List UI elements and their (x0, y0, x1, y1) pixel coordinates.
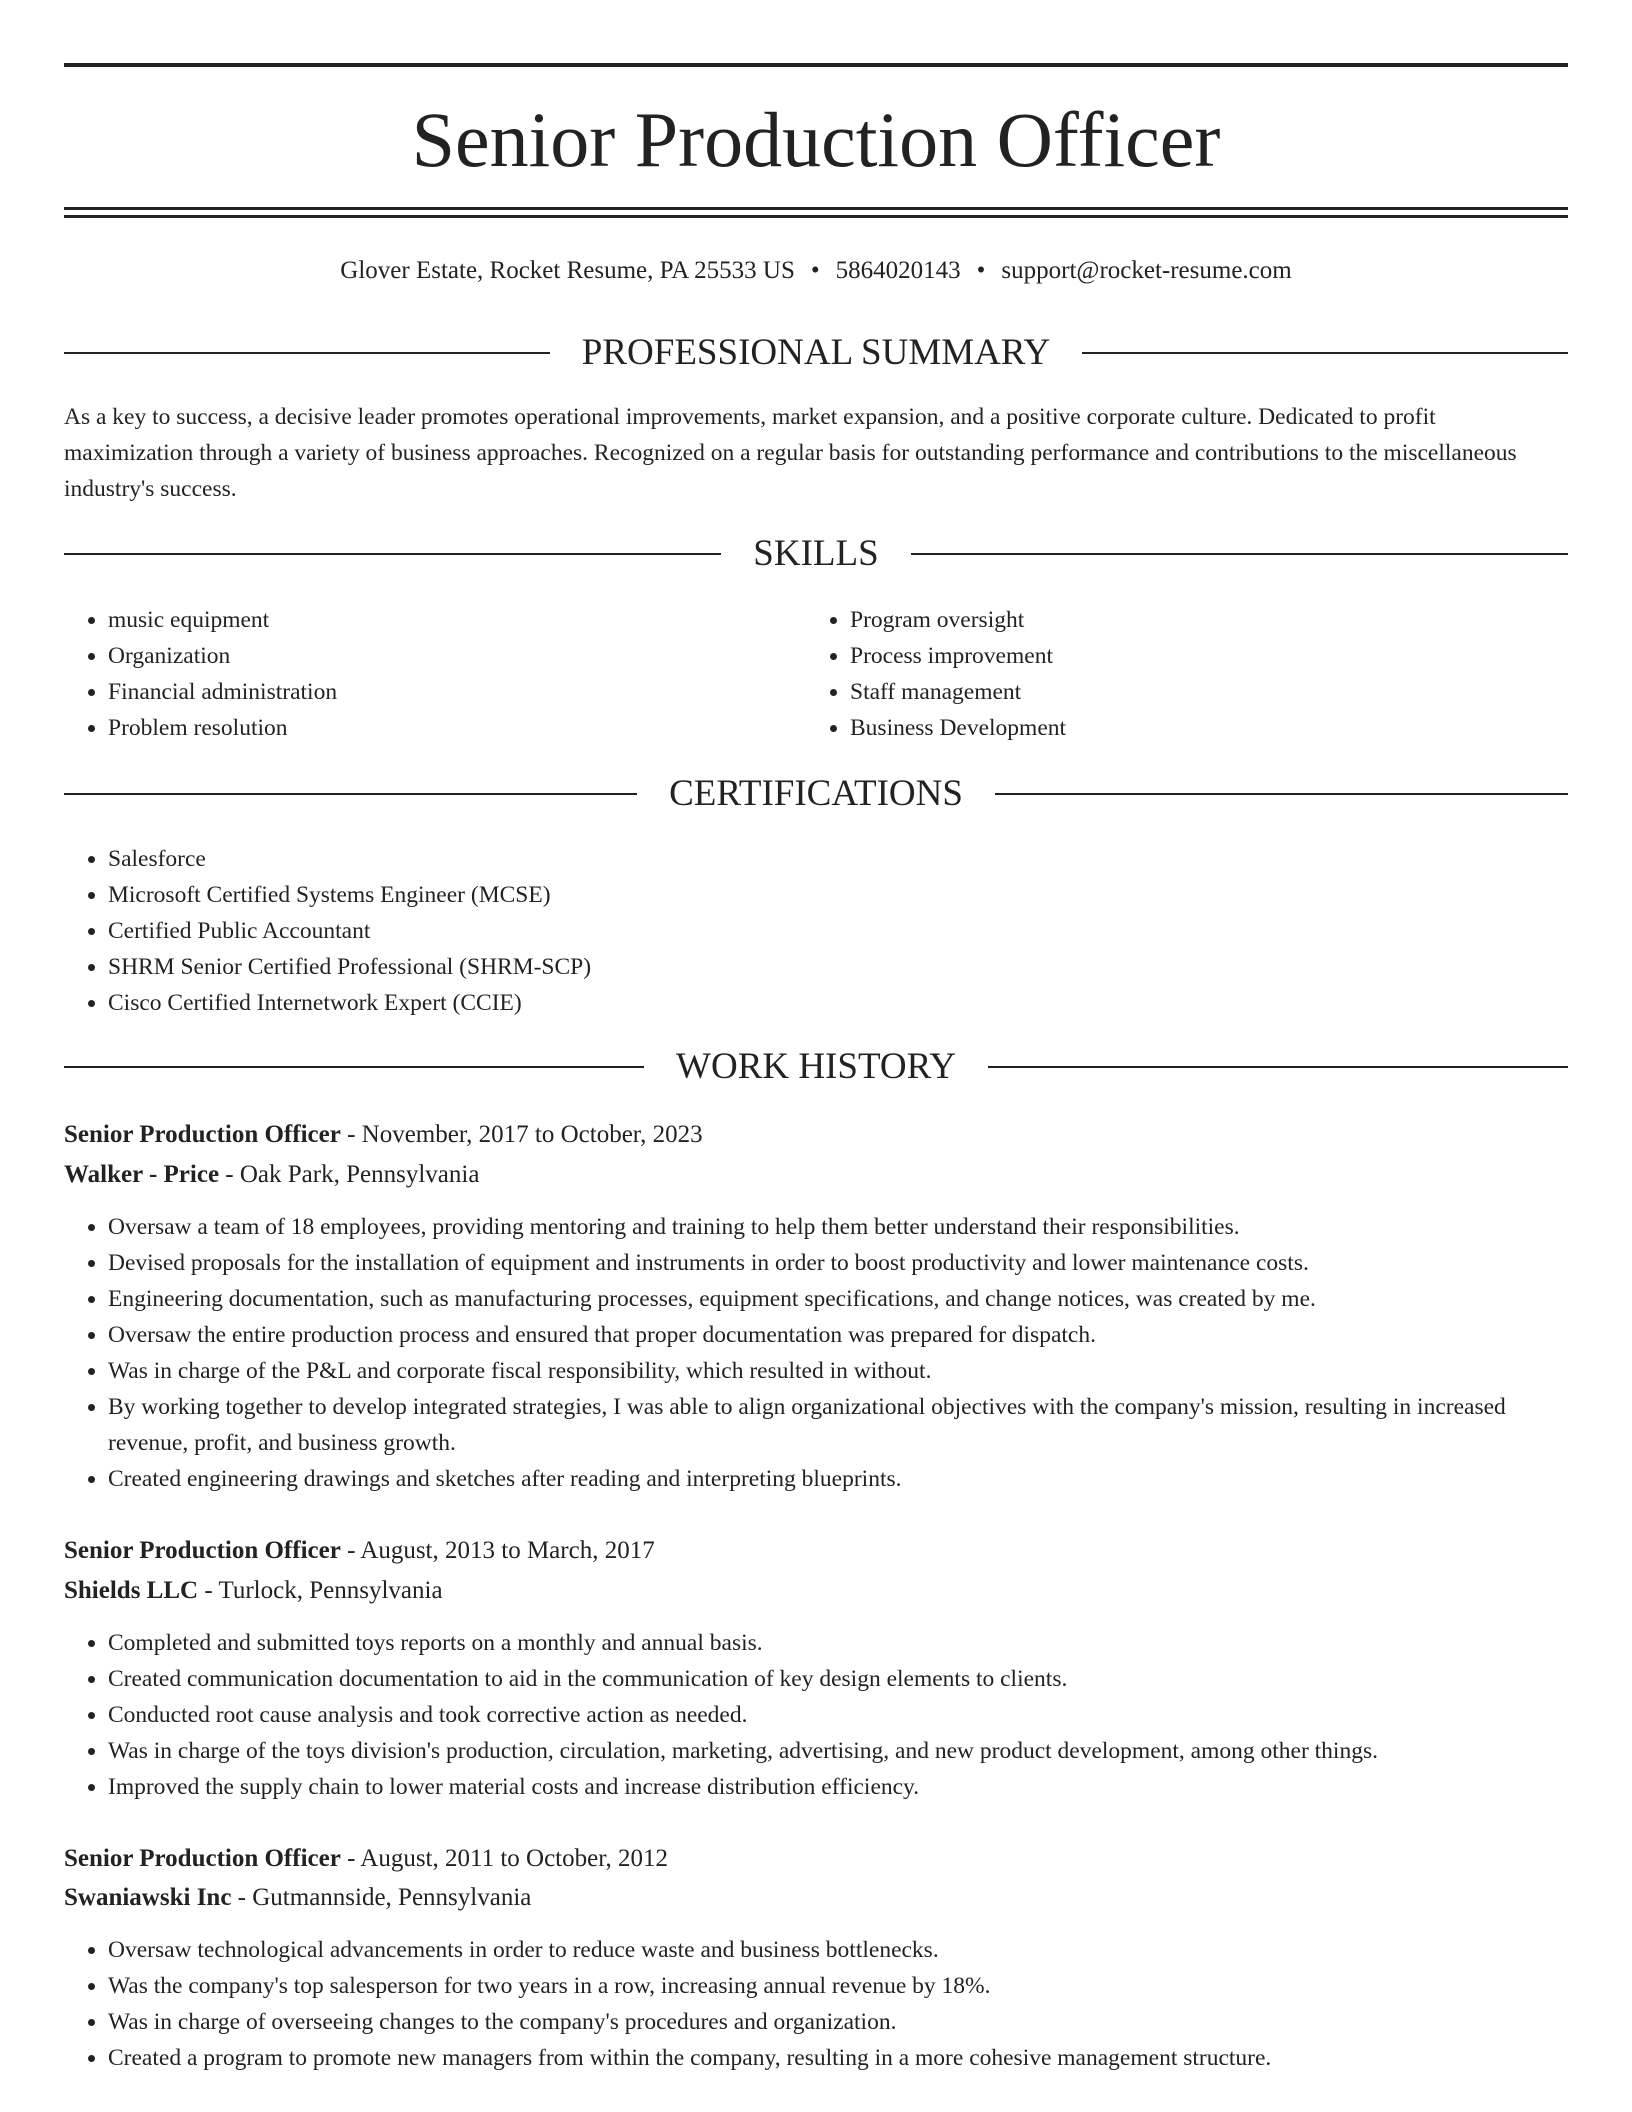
job-location: - Turlock, Pennsylvania (198, 1577, 443, 1604)
job-title: Senior Production Officer (64, 1121, 341, 1148)
section-divider (64, 352, 550, 354)
job-company: Shields LLC (64, 1577, 199, 1604)
section-title-skills: SKILLS (753, 533, 879, 574)
section-divider (64, 553, 721, 555)
job-bullets (64, 1625, 1568, 1805)
job-company-line (64, 1156, 1568, 1194)
job-company: Swaniawski Inc (64, 1884, 232, 1911)
job-bullet: • Oversaw the entire production process and ensured that proper documentation was prepared for dispatch. (108, 1317, 1568, 1353)
job-location: - Gutmannside, Pennsylvania (231, 1884, 532, 1911)
section-title-certifications: CERTIFICATIONS (669, 773, 963, 814)
skill-item: • music equipment (108, 602, 808, 638)
job-bullet: • Devised proposals for the installation of equipment and instruments in order to boost productivity and lower maintenance costs. (108, 1245, 1568, 1281)
section-header-work-history (64, 1043, 1568, 1091)
job-title: Senior Production Officer (64, 1537, 341, 1564)
job-bullet: • Created engineering drawings and sketches after reading and interpreting blueprints. (108, 1461, 1568, 1497)
skill-item: • Financial administration (108, 674, 808, 710)
job-bullet: • Conducted root cause analysis and took corrective action as needed. (108, 1697, 1568, 1733)
contact-separator: • (810, 257, 820, 284)
skill-item: • Staff management (850, 674, 1550, 710)
header-top-rule (64, 63, 1568, 67)
certification-item: • Salesforce (108, 841, 1568, 877)
job-title-line (64, 1532, 1568, 1570)
section-divider (995, 793, 1568, 795)
job-bullet: • Completed and submitted toys reports on a monthly and annual basis. (108, 1625, 1568, 1661)
contact-phone: 5864020143 (835, 257, 961, 284)
job-bullet: • Created a program to promote new managers from within the company, resulting in a more cohesive management structure. (108, 2040, 1568, 2076)
section-divider (988, 1066, 1568, 1068)
job-bullet: • Improved the supply chain to lower material costs and increase distribution efficiency. (108, 1769, 1568, 1805)
job-location: - Oak Park, Pennsylvania (219, 1161, 480, 1188)
certification-item: • SHRM Senior Certified Professional (SHRM-SCP) (108, 949, 1568, 985)
job-bullets (64, 1932, 1568, 2076)
section-title-summary: PROFESSIONAL SUMMARY (581, 332, 1051, 373)
resume-title: Senior Production Officer (411, 96, 1221, 183)
job-title-line (64, 1840, 1568, 1878)
certification-item: • Microsoft Certified Systems Engineer (MCSE) (108, 877, 1568, 913)
job-bullet: • By working together to develop integrated strategies, I was able to align organizational objectives with the company's mission, resulting in increased revenue, profit, and business growth. (108, 1389, 1568, 1461)
header-bottom-rule-2 (64, 215, 1568, 218)
skill-item: • Organization (108, 638, 808, 674)
certifications-list (64, 841, 1568, 1021)
contact-line (64, 254, 1568, 288)
skills-list-left (64, 602, 808, 746)
job-bullet: • Oversaw technological advancements in order to reduce waste and business bottlenecks. (108, 1932, 1568, 1968)
section-title-work-history: WORK HISTORY (676, 1046, 956, 1087)
job-company-line (64, 1879, 1568, 1917)
certification-item: • Certified Public Accountant (108, 913, 1568, 949)
job-title-line (64, 1116, 1568, 1154)
section-header-skills (64, 530, 1568, 578)
job-company: Walker - Price (64, 1161, 220, 1188)
skill-item: • Business Development (850, 710, 1550, 746)
job-bullet: • Was in charge of the P&L and corporate fiscal responsibility, which resulted in without. (108, 1353, 1568, 1389)
section-divider (64, 1066, 644, 1068)
section-divider (64, 793, 637, 795)
section-header-summary (64, 329, 1568, 377)
job-company-line (64, 1572, 1568, 1610)
contact-email: support@rocket-resume.com (1001, 257, 1292, 284)
job-bullet: • Created communication documentation to aid in the communication of key design elements to clients. (108, 1661, 1568, 1697)
job-bullet: • Was in charge of overseeing changes to the company's procedures and organization. (108, 2004, 1568, 2040)
job-dates: - November, 2017 to October, 2023 (340, 1121, 703, 1148)
skill-item: • Program oversight (850, 602, 1550, 638)
contact-separator: • (976, 257, 986, 284)
section-divider (1082, 352, 1568, 354)
job-title: Senior Production Officer (64, 1845, 341, 1872)
job-dates: - August, 2011 to October, 2012 (340, 1845, 669, 1872)
section-divider (911, 553, 1568, 555)
skills-list-right (806, 602, 1550, 746)
skill-item: • Process improvement (850, 638, 1550, 674)
job-dates: - August, 2013 to March, 2017 (340, 1537, 655, 1564)
contact-address: Glover Estate, Rocket Resume, PA 25533 US (340, 257, 795, 284)
job-bullet: • Was the company's top salesperson for two years in a row, increasing annual revenue by 18%. (108, 1968, 1568, 2004)
job-bullet: • Engineering documentation, such as manufacturing processes, equipment specifications, and change notices, was created by me. (108, 1281, 1568, 1317)
section-header-certifications (64, 770, 1568, 818)
job-bullet: • Was in charge of the toys division's production, circulation, marketing, advertising, and new product development, among other things. (108, 1733, 1568, 1769)
certification-item: • Cisco Certified Internetwork Expert (CCIE) (108, 985, 1568, 1021)
skill-item: • Problem resolution (108, 710, 808, 746)
summary-text: As a key to success, a decisive leader promotes operational improvements, market expansion, and a positive corporate culture. Dedicated to profit maximization through a variety of business approaches. Recognized on a regular basis for outstanding performance and contributions to the miscellaneous industry's success. (64, 404, 1517, 502)
job-bullets (64, 1209, 1568, 1497)
header-bottom-rule-1 (64, 207, 1568, 210)
job-bullet: • Oversaw a team of 18 employees, providing mentoring and training to help them better understand their responsibilities. (108, 1209, 1568, 1245)
